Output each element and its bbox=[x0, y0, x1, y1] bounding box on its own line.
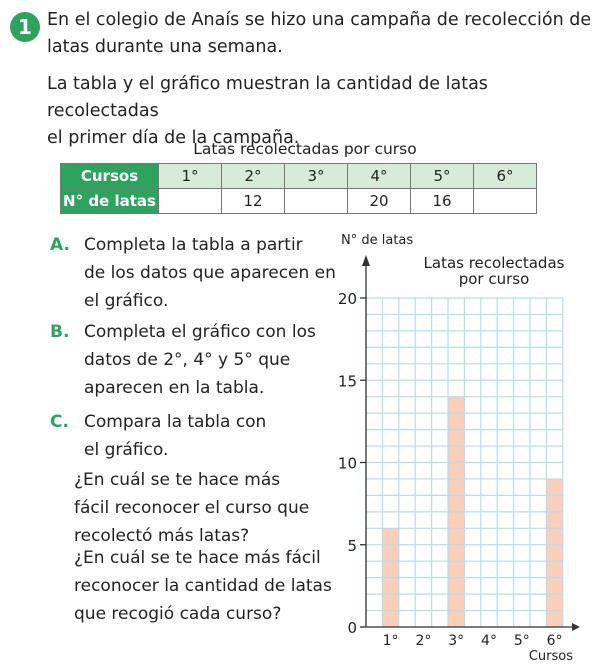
x-tick-label: 1° bbox=[382, 633, 399, 649]
question-letter: C. bbox=[50, 412, 69, 432]
y-tick-label: 20 bbox=[337, 290, 357, 308]
y-tick-label: 0 bbox=[347, 619, 357, 637]
x-axis-arrow-icon bbox=[572, 623, 580, 631]
text-line: fácil reconocer el curso que bbox=[74, 498, 310, 518]
text-line: reconocer la cantidad de latas bbox=[74, 576, 332, 596]
row-header: N° de latas bbox=[61, 189, 159, 214]
x-tick-label: 6° bbox=[546, 633, 563, 649]
text-line: recolectó más latas? bbox=[74, 526, 250, 546]
text-line: Completa la tabla a partir bbox=[84, 235, 303, 255]
value-cell[interactable]: 16 bbox=[411, 189, 474, 214]
text-line: Compara la tabla con bbox=[84, 412, 267, 432]
y-tick-label: 5 bbox=[347, 536, 357, 555]
x-tick-label: 5° bbox=[513, 633, 530, 649]
table-title: Latas recolectadas por curso bbox=[193, 140, 417, 158]
text-line: datos de 2°, 4° y 5° que bbox=[84, 350, 291, 370]
chart-title: por curso bbox=[458, 270, 530, 288]
course-cell: 5° bbox=[411, 164, 474, 189]
y-tick-label: 15 bbox=[337, 372, 357, 391]
question-letter: B. bbox=[50, 322, 70, 342]
bar bbox=[546, 479, 562, 627]
text-line: aparecen en la tabla. bbox=[84, 378, 265, 398]
exercise-number: 1 bbox=[10, 12, 40, 42]
value-cell[interactable]: 12 bbox=[222, 189, 285, 214]
x-axis-label: Cursos bbox=[528, 649, 573, 664]
course-cell: 4° bbox=[348, 164, 411, 189]
x-tick-label: 4° bbox=[481, 633, 497, 649]
y-axis-arrow-icon bbox=[362, 255, 370, 266]
course-cell: 3° bbox=[285, 164, 348, 189]
chart-title: Latas recolectadas bbox=[423, 254, 565, 272]
course-cell: 6° bbox=[474, 164, 537, 189]
text-line: latas durante una semana. bbox=[47, 37, 283, 57]
x-tick-label: 2° bbox=[415, 633, 432, 649]
value-cell[interactable]: 20 bbox=[348, 189, 411, 214]
text-line: ¿En cuál se te hace más bbox=[74, 470, 281, 490]
text-line: ¿En cuál se te hace más fácil bbox=[74, 548, 321, 568]
y-tick-label: 10 bbox=[337, 454, 357, 473]
text-line: La tabla y el gráfico muestran la cantidad de latas recolectadas bbox=[47, 74, 488, 121]
text-line: el primer día de la campaña. bbox=[47, 128, 300, 148]
text-line: que recogió cada curso? bbox=[74, 604, 282, 624]
text-line: En el colegio de Anaís se hizo una campaña de recolección de bbox=[47, 10, 592, 30]
row-header: Cursos bbox=[61, 164, 159, 189]
course-cell: 2° bbox=[222, 164, 285, 189]
text-line: de los datos que aparecen en bbox=[84, 263, 336, 283]
text-line: Completa el gráfico con los bbox=[84, 322, 316, 342]
text-line: el gráfico. bbox=[84, 291, 169, 311]
y-axis-label: N° de latas bbox=[341, 233, 414, 248]
text-line: el gráfico. bbox=[84, 440, 169, 460]
course-cell: 1° bbox=[159, 164, 222, 189]
x-tick-label: 3° bbox=[448, 633, 465, 649]
question-letter: A. bbox=[50, 235, 70, 255]
